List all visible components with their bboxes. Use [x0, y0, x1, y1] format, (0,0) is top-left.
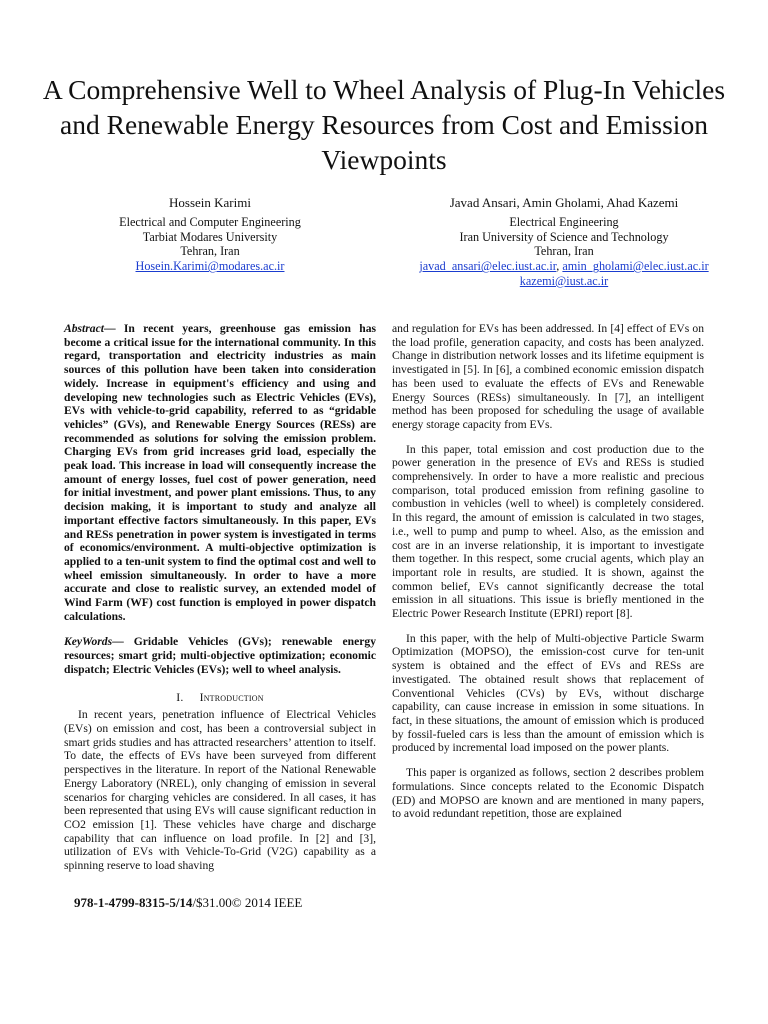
footer-isbn: 978-1-4799-8315-5/14: [74, 895, 193, 910]
keywords-label: KeyWords: [64, 635, 113, 649]
paragraph: In recent years, penetration influence of Electrical Vehicles (EVs) on emission and cost, has been a controversial subject in smart grids studies and has attracted researchers’ attention to itself. To date, the effects of EVs have been surveyed from different perspectives in the literature. In report of the National Renewable Energy Laboratory (NREL), only changing of emission in several scenarios for charging vehicles are considered. In all cases, it has been represented that using EVs will cause significant reduction in CO2 emission [1]. These vehicles have charge and discharge capability that can influence on load profile. In [2] and [3], utilization of EVs with Vehicle-To-Grid (V2G) capability as a spinning reserve to load shaving: [64, 708, 376, 873]
author-email-link[interactable]: Hosein.Karimi@modares.ac.ir: [135, 259, 285, 274]
keywords-dash: —: [112, 635, 134, 649]
section-title: Introduction: [199, 689, 264, 704]
author-location: Tehran, Iran: [534, 244, 594, 259]
author-names: Javad Ansari, Amin Gholami, Ahad Kazemi: [449, 195, 679, 210]
author-email-link[interactable]: amin_gholami@elec.iust.ac.ir: [562, 259, 709, 274]
email-separator: ,: [556, 259, 563, 274]
author-university: Tarbiat Modares University: [142, 229, 278, 244]
paragraph: In this paper, with the help of Multi-objective Particle Swarm Optimization (MOPSO), the emission-cost curve for ten-unit system is obtained and the effect of EVs and RESs are investigated. The obtained result shows that replacement of Conventional Vehicles (CVs) by EVs, without discharge capability, can cause increase in emission in some situations. In fact, in these situations, the amount of emission which is produced by fossil-fueled cars is less than the amount of emission which is produced by incremental load imposed on the power plants.: [392, 631, 704, 755]
footer-price: /$31.00© 2014 IEEE: [192, 895, 303, 910]
footer-copyright: [74, 895, 302, 911]
section-number: I.: [176, 689, 184, 704]
author-department: Electrical Engineering: [509, 214, 619, 229]
abstract-text: In recent years, greenhouse gas emission has become a critical issue for the international community. In this regard, transportation and electricity industries as main sources of this pollution have been taken into consideration widely. Increase in equipment's efficiency and using and developing new technologies such as Electric Vehicles (EVs), EVs with vehicle-to-grid capability, referred to as “gridable vehicles” (GVs), and Renewable Energy Sources (RESs) are recommended as solutions for solving the emission problem. Charging EVs from grid increases grid load, especially the peak load. This increase in load will consequently increase the amount of energy losses, fuel cost of power generation, need for initial investment, and power plant emissions. Thus, to any decision making, it is important to study and analyze all important effective factors simultaneously. In this paper, EVs and RESs penetration in power system is investigated in terms of economics/environment. A multi-objective optimization is applied to a ten-unit system to find the optimal cost and well to wheel emission simultaneously. In order to have a more accurate and close to realistic survey, an extended model of Wind Farm (WF) cost function is employed in power dispatch calculations.: [64, 322, 377, 623]
author-email-link[interactable]: javad_ansari@elec.iust.ac.ir: [419, 259, 557, 274]
author-university: Iran University of Science and Technology: [459, 229, 669, 244]
paragraph: and regulation for EVs has been addressed. In [4] effect of EVs on the load profile, generation capacity, and costs has been analyzed. Change in distribution network losses and its lifetime equipment is investigated in [5]. In [6], a combined economic emission dispatch has been used to evaluate the effects of EVs and Renewable Energy Sources (RESs) simultaneously. In [7], an intelligent method has been proposed for scheduling the usage of available energy storage capacity from EVs.: [392, 322, 704, 431]
author-block-left: [70, 196, 350, 274]
keywords: [64, 635, 376, 676]
author-location: Tehran, Iran: [180, 244, 240, 259]
author-name: Hossein Karimi: [169, 195, 251, 210]
paragraph: In this paper, total emission and cost production due to the power generation in the presence of EVs and RESs is studied comprehensively. In order to have a more realistic and precious comparison, total produced emission from refining gasoline to combustion in vehicles (well to wheel) is completely considered. In this regard, the amount of emission is calculated in two stages, i.e., well to pump and pump to wheel. Also, as the emission and cost are in an inverse relationship, it is important to investigate them together. In this respect, some crucial agents, which play an important role in results, are studied. It is shown, against the common belief, EVs cannot significantly decrease the total emission in all situations. This issue is briefly mentioned in the Electric Power Research Institute (EPRI) report [8].: [392, 442, 704, 621]
author-department: Electrical and Computer Engineering: [119, 214, 301, 229]
author-block-right: [390, 196, 738, 289]
paper-title: A Comprehensive Well to Wheel Analysis of Plug-In Vehicles and Renewable Energy Resources from Cost and Emission Viewpoints: [42, 74, 726, 175]
section-heading: [64, 691, 376, 705]
left-column: [64, 322, 376, 873]
author-email-link[interactable]: kazemi@iust.ac.ir: [519, 273, 609, 288]
paragraph: This paper is organized as follows, section 2 describes problem formulations. Since concepts related to the Economic Dispatch (ED) and MOPSO are known and are mentioned in many papers, to avoid redundant repetition, those are explained: [392, 766, 704, 821]
abstract-label: Abstract: [64, 322, 104, 335]
abstract: [64, 322, 376, 623]
keywords-text: Gridable Vehicles (GVs); renewable energy resources; smart grid; multi-objective optimization; economic dispatch; Electric Vehicles (EVs); well to wheel analysis.: [64, 635, 376, 676]
abstract-dash: —: [103, 322, 124, 335]
right-column: [392, 322, 704, 821]
